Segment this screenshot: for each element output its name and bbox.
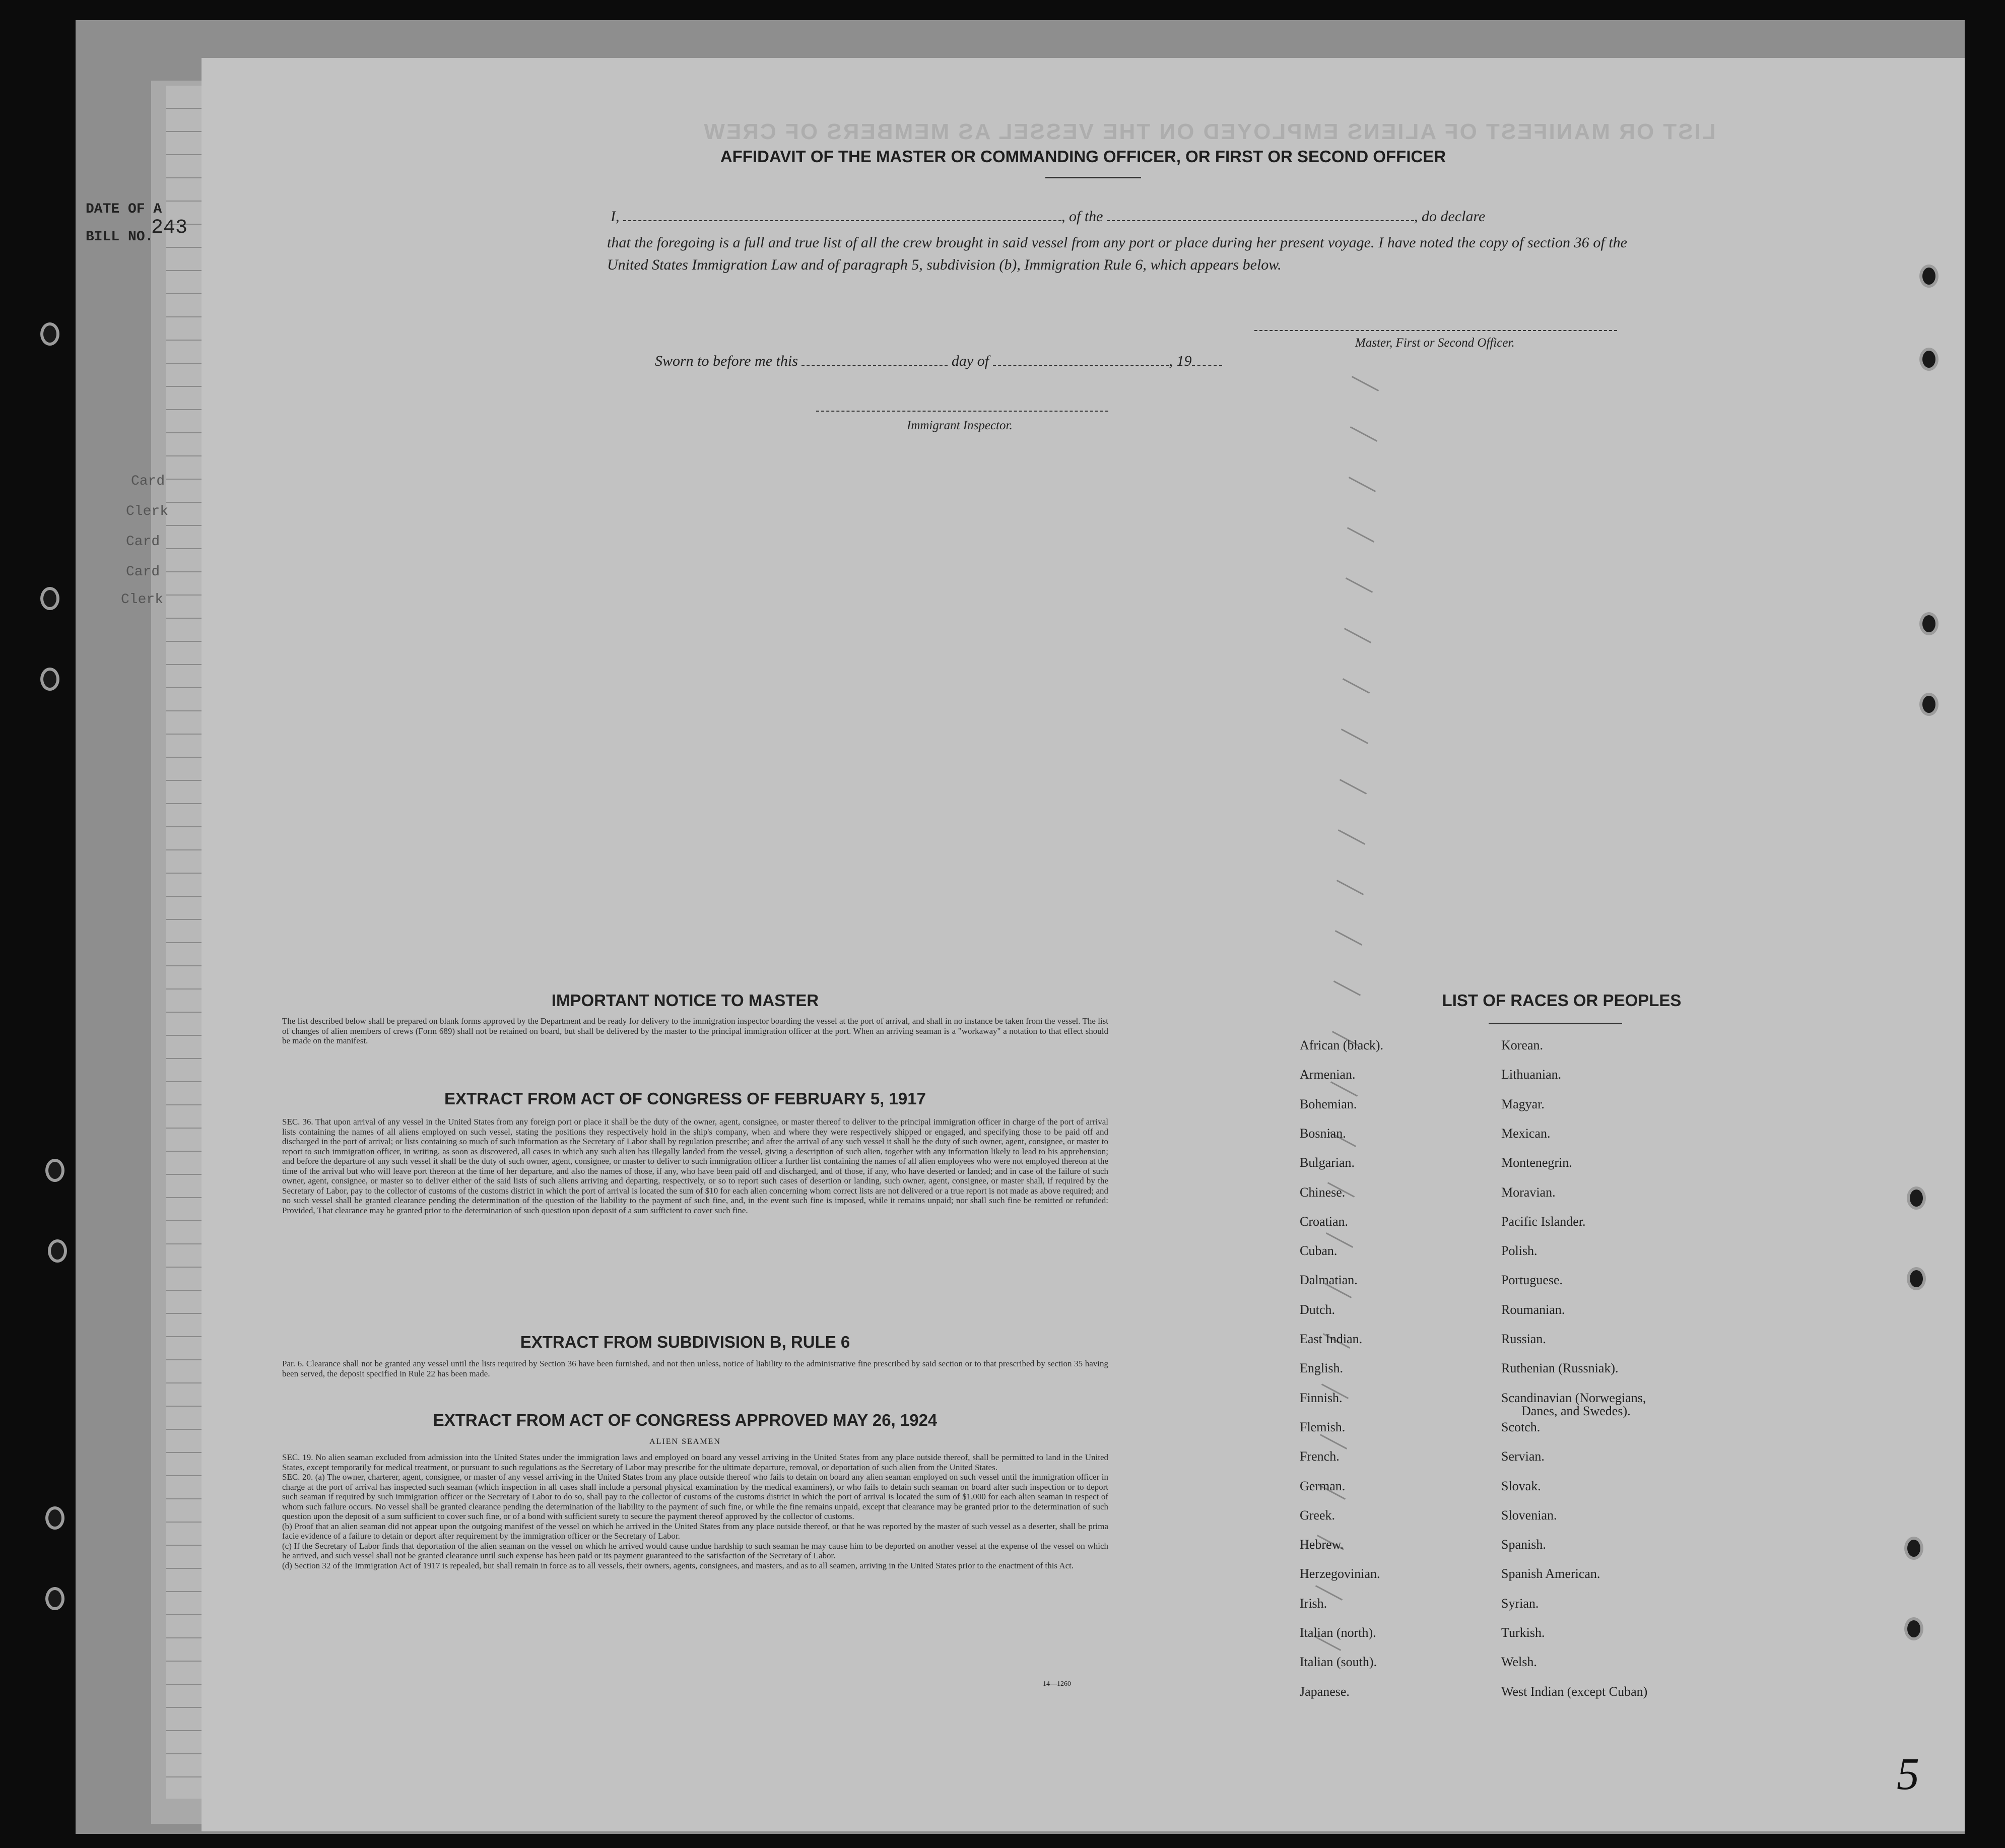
binder-hole xyxy=(45,1506,64,1530)
race-item: Dalmatian. xyxy=(1300,1273,1358,1288)
race-item: Italian (south). xyxy=(1300,1655,1377,1670)
race-item: Roumanian. xyxy=(1501,1302,1565,1317)
sec-20b: (b) Proof that an alien seaman did not appear upon the outgoing manifest of the vessel on which he arrived in the United States from any place outside thereof, or that he was reported by the master of such vessel as a deserter, shall be prima facie evidence of a failure to detain or deport after requirement by the immigration officer or the Secretary of Labor. xyxy=(282,1521,1108,1541)
race-item: English. xyxy=(1300,1361,1343,1376)
notice-body: The list described below shall be prepared on blank forms approved by the Department and be ready for delivery to the immigration inspector boarding the vessel at the port of arrival, and shall in no instance be taken from the vessel. The list of changes of alien members of crews (Form 689) shall not be retained on board, but shall be delivered by the master to the principal immigration officer at the port. When an arriving seaman is a "workaway" a notation to that effect should be made on the manifest. xyxy=(282,1016,1108,1045)
affidavit-title: AFFIDAVIT OF THE MASTER OR COMMANDING OFFICER, OR FIRST OR SECOND OFFICER xyxy=(720,147,1446,166)
binder-hole xyxy=(40,587,59,610)
sworn-month-field[interactable] xyxy=(993,365,1169,366)
extract-1917-title: EXTRACT FROM ACT OF CONGRESS OF FEBRUARY 5, 1917 xyxy=(444,1089,926,1108)
pencil-tick xyxy=(1338,829,1365,845)
race-item: East Indian. xyxy=(1300,1332,1363,1346)
margin-item: Card xyxy=(126,534,160,550)
stamp-number: 243 xyxy=(151,217,188,239)
pencil-tick xyxy=(1320,1434,1347,1449)
sworn-day-field[interactable] xyxy=(801,365,948,366)
master-signature-label: Master, First or Second Officer. xyxy=(1355,336,1515,350)
pencil-tick xyxy=(1343,678,1370,694)
race-item: Ruthenian (Russniak). xyxy=(1501,1361,1619,1376)
title-rule xyxy=(1045,177,1141,178)
extract-1924-body xyxy=(282,1453,1108,1570)
binder-hole xyxy=(45,1587,64,1610)
margin-item: Clerk xyxy=(121,592,164,608)
race-item: Irish. xyxy=(1300,1596,1327,1611)
sworn-label: Sworn to before me this xyxy=(655,353,798,369)
margin-item: Card xyxy=(131,474,165,489)
race-item: Finnish. xyxy=(1300,1390,1343,1405)
race-item: Turkish. xyxy=(1501,1625,1545,1640)
race-item: Scandinavian (Norwegians, xyxy=(1501,1390,1646,1405)
race-item: African (black). xyxy=(1300,1038,1384,1052)
pencil-tick xyxy=(1330,1081,1358,1097)
extract-rule6-title: EXTRACT FROM SUBDIVISION B, RULE 6 xyxy=(520,1333,850,1351)
race-item: Russian. xyxy=(1501,1332,1546,1346)
pencil-tick xyxy=(1340,779,1367,795)
race-item: Italian (north). xyxy=(1300,1625,1376,1640)
binder-hole xyxy=(1904,1617,1923,1640)
inspector-signature-line[interactable] xyxy=(816,411,1108,412)
extract-1924-subtitle: ALIEN SEAMEN xyxy=(649,1437,721,1446)
binder-hole xyxy=(1904,1537,1923,1560)
race-item: Bohemian. xyxy=(1300,1096,1357,1111)
race-item: Greek. xyxy=(1300,1507,1335,1523)
affidavit-line-1 xyxy=(611,208,1618,225)
race-item: Bulgarian. xyxy=(1300,1155,1355,1170)
race-item: Pacific Islander. xyxy=(1501,1214,1586,1229)
races-title-rule xyxy=(1489,1023,1622,1024)
pencil-tick xyxy=(1347,527,1374,543)
binder-hole xyxy=(40,668,59,691)
pencil-tick xyxy=(1335,930,1362,946)
race-item: Spanish. xyxy=(1501,1537,1546,1552)
sworn-year-field[interactable] xyxy=(1192,365,1222,366)
race-item: Cuban. xyxy=(1300,1243,1338,1259)
race-item: Lithuanian. xyxy=(1501,1067,1562,1082)
binder-hole xyxy=(1907,1267,1926,1290)
race-item: Danes, and Swedes). xyxy=(1521,1403,1631,1418)
sec-20d: (d) Section 32 of the Immigration Act of 1917 is repealed, but shall remain in force as to all vessels, their owners, agents, consignees, and masters, and as to all seamen, arriving in the United States prior to the enactment of this Act. xyxy=(282,1560,1074,1570)
master-signature-line[interactable] xyxy=(1254,330,1617,331)
race-item: Herzegovinian. xyxy=(1300,1566,1380,1581)
bleed-through-title: LIST OR MANIFEST OF ALIENS EMPLOYED ON THE VESSEL AS MEMBERS OF CREW xyxy=(702,119,1716,144)
race-item: Slovak. xyxy=(1501,1478,1541,1493)
binder-hole xyxy=(1919,693,1939,716)
do-declare-label: , do declare xyxy=(1414,208,1486,225)
margin-item: Card xyxy=(126,564,160,580)
race-item: Japanese. xyxy=(1300,1684,1350,1699)
sec-19: SEC. 19. No alien seaman excluded from admission into the United States under the immigration laws and employed on board any vessel arriving in the United States from any place outside thereof, shall be permitted to land in the United States, except temporarily for medical treatment, or pursuant to such regulations as the Secretary of Labor may prescribe for the ultimate departure, removal, or deportation of such alien from the United States. xyxy=(282,1453,1108,1472)
binder-hole xyxy=(1907,1186,1926,1210)
race-item: Portuguese. xyxy=(1501,1273,1563,1288)
race-item: West Indian (except Cuban) xyxy=(1501,1684,1648,1699)
binder-hole xyxy=(40,322,59,346)
race-item: French. xyxy=(1300,1449,1340,1464)
binder-hole xyxy=(48,1239,67,1263)
race-item: Flemish. xyxy=(1300,1419,1346,1434)
race-item: Spanish American. xyxy=(1501,1566,1600,1581)
day-of-label: day of xyxy=(951,353,989,369)
year-label: , 19 xyxy=(1169,353,1192,369)
race-item: Scotch. xyxy=(1501,1419,1541,1434)
race-item: Chinese. xyxy=(1300,1184,1346,1200)
race-item: Moravian. xyxy=(1501,1184,1556,1200)
race-item: Servian. xyxy=(1501,1449,1545,1464)
pencil-tick xyxy=(1346,577,1373,593)
affidavit-body: that the foregoing is a full and true list of all the crew brought in said vessel from any port or place during her present voyage. I have noted the copy of section 36 of the United States Immigration Law and of paragraph 5, subdivision (b), Immigration Rule 6, which appears below. xyxy=(607,234,1627,273)
race-item: Polish. xyxy=(1501,1243,1538,1259)
race-item: Bosnian. xyxy=(1300,1126,1346,1141)
form-number: 14—1260 xyxy=(1043,1680,1071,1688)
margin-item: Clerk xyxy=(126,504,169,519)
extract-1924-title: EXTRACT FROM ACT OF CONGRESS APPROVED MAY 26, 1924 xyxy=(433,1411,938,1429)
stamp-line-1: DATE OF A xyxy=(86,202,162,217)
name-field[interactable] xyxy=(623,220,1061,221)
i-label: I, xyxy=(611,208,620,225)
extract-rule6-body: Par. 6. Clearance shall not be granted any vessel until the lists required by Section 36 have been furnished, and not then unless, notice of liability to the administrative fine prescribed by said section or to that prescribed by section 35 having been served, the deposit specified in Rule 22 has been made. xyxy=(282,1359,1108,1378)
pencil-tick xyxy=(1349,477,1376,492)
races-title: LIST OF RACES OR PEOPLES xyxy=(1442,991,1682,1010)
race-item: Magyar. xyxy=(1501,1096,1545,1111)
sec-20a: SEC. 20. (a) The owner, charterer, agent, consignee, or master of any vessel arriving in the United States from any place outside thereof who fails to detain on board any alien seaman employed on such vessel until the immigration officer in charge at the port of arrival has inspected such seaman (which inspection in all cases shall include a personal physical examination by the medical examiners), or who fails to detain such seaman on board after such inspection or to deport such seaman if required by such immigration officer or the Secretary of Labor to do so, shall pay to the collector of customs of the customs district in which the port of arrival is located the sum of $1,000 for each alien seaman in respect of whom such failure occurs. No vessel shall be granted clearance pending the determination of the liability to the payment of such fine, or while the fine remains unpaid, except that clearance may be granted prior to the determination of such question upon the deposit of a sum sufficient to cover such fine, or of a bond with sufficient surety to secure the payment thereof approved by the collector of customs. xyxy=(282,1472,1108,1521)
of-the-label: , of the xyxy=(1061,208,1103,225)
stamp-line-2: BILL NO. xyxy=(86,229,154,245)
race-item: Dutch. xyxy=(1300,1302,1335,1317)
sec-20c: (c) If the Secretary of Labor finds that deportation of the alien seaman on the vessel on which he arrived would cause undue hardship to such seaman he may cause him to be deported on another vessel at the expense of the vessel on which he arrived, and such vessel shall not be granted clearance until such expense has been paid or its payment guaranteed to the satisfaction of the Secretary of Labor. xyxy=(282,1541,1108,1560)
inspector-label: Immigrant Inspector. xyxy=(907,419,1013,432)
pencil-tick xyxy=(1341,729,1368,744)
race-item: Hebrew. xyxy=(1300,1537,1344,1552)
manifest-page xyxy=(202,58,1965,1831)
race-item: Armenian. xyxy=(1300,1067,1356,1082)
vessel-field[interactable] xyxy=(1107,220,1414,221)
race-item: Welsh. xyxy=(1501,1655,1537,1670)
corner-page-mark: 5 xyxy=(1897,1749,1919,1799)
binder-hole xyxy=(1919,265,1939,288)
race-item: Montenegrin. xyxy=(1501,1155,1572,1170)
extract-1917-body: SEC. 36. That upon arrival of any vessel in the United States from any foreign port or place it shall be the duty of the owner, agent, consignee, or master thereof to deliver to the principal immigration officer in charge of the port of arrival lists containing the names of all aliens employed on such vessel, stating the positions they respectively hold in the ship's company, when and where they were respectively shipped or engaged, and specifying those to be paid off and discharged in the port of arrival; or lists containing so much of such information as the Secretary of Labor shall by regulation prescribe; and after the arrival of any such vessel it shall be the duty of such owner, agent, consignee, or master to report to such immigration officer, in writing, as soon as discovered, all cases in which any such alien has illegally landed from the vessel, giving a description of such alien, together with any information likely to lead to his apprehension; and before the departure of any such vessel it shall be the duty of such owner, agent, consignee, or master to deliver to such immigration officer a further list containing the names of all alien employees who were not employed thereon at the time of the arrival but who will leave port thereon at the time of her departure, and also the names of those, if any, who have been paid off and discharged, and of those, if any, who have deserted or landed; and in case of the failure of such owner, agent, consignee, or master so to deliver either of the said lists of such aliens arriving and departing, respectively, or so to report such cases of desertion or landing, such owner, agent, consignee, or master shall, if required by the Secretary of Labor, pay to the collector of customs of the customs district in which the port of arrival is located the sum of $10 for each alien concerning whom correct lists are not delivered or a true report is not made as above required; and no such vessel shall be granted clearance pending the determination of the question of the liability to the payment of such fine, and, in the event such fine is imposed, while it remains unpaid; nor shall such fine be remitted or refunded: Provided, That clearance may be granted prior to the determination of such question upon deposit of a sum sufficient to cover such fine. xyxy=(282,1117,1108,1215)
sworn-line xyxy=(655,353,1411,370)
race-item: German. xyxy=(1300,1478,1346,1493)
binder-hole xyxy=(45,1159,64,1182)
pencil-tick xyxy=(1344,628,1371,643)
race-item: Slovenian. xyxy=(1501,1507,1557,1523)
race-item: Korean. xyxy=(1501,1038,1544,1052)
notice-title: IMPORTANT NOTICE TO MASTER xyxy=(551,991,819,1010)
pencil-tick xyxy=(1336,880,1364,895)
race-item: Syrian. xyxy=(1501,1596,1539,1611)
binder-hole xyxy=(1919,348,1939,371)
race-item: Mexican. xyxy=(1501,1126,1551,1141)
binder-hole xyxy=(1919,612,1939,635)
pencil-tick xyxy=(1352,376,1379,391)
pencil-tick xyxy=(1350,426,1377,442)
race-item: Croatian. xyxy=(1300,1214,1349,1229)
